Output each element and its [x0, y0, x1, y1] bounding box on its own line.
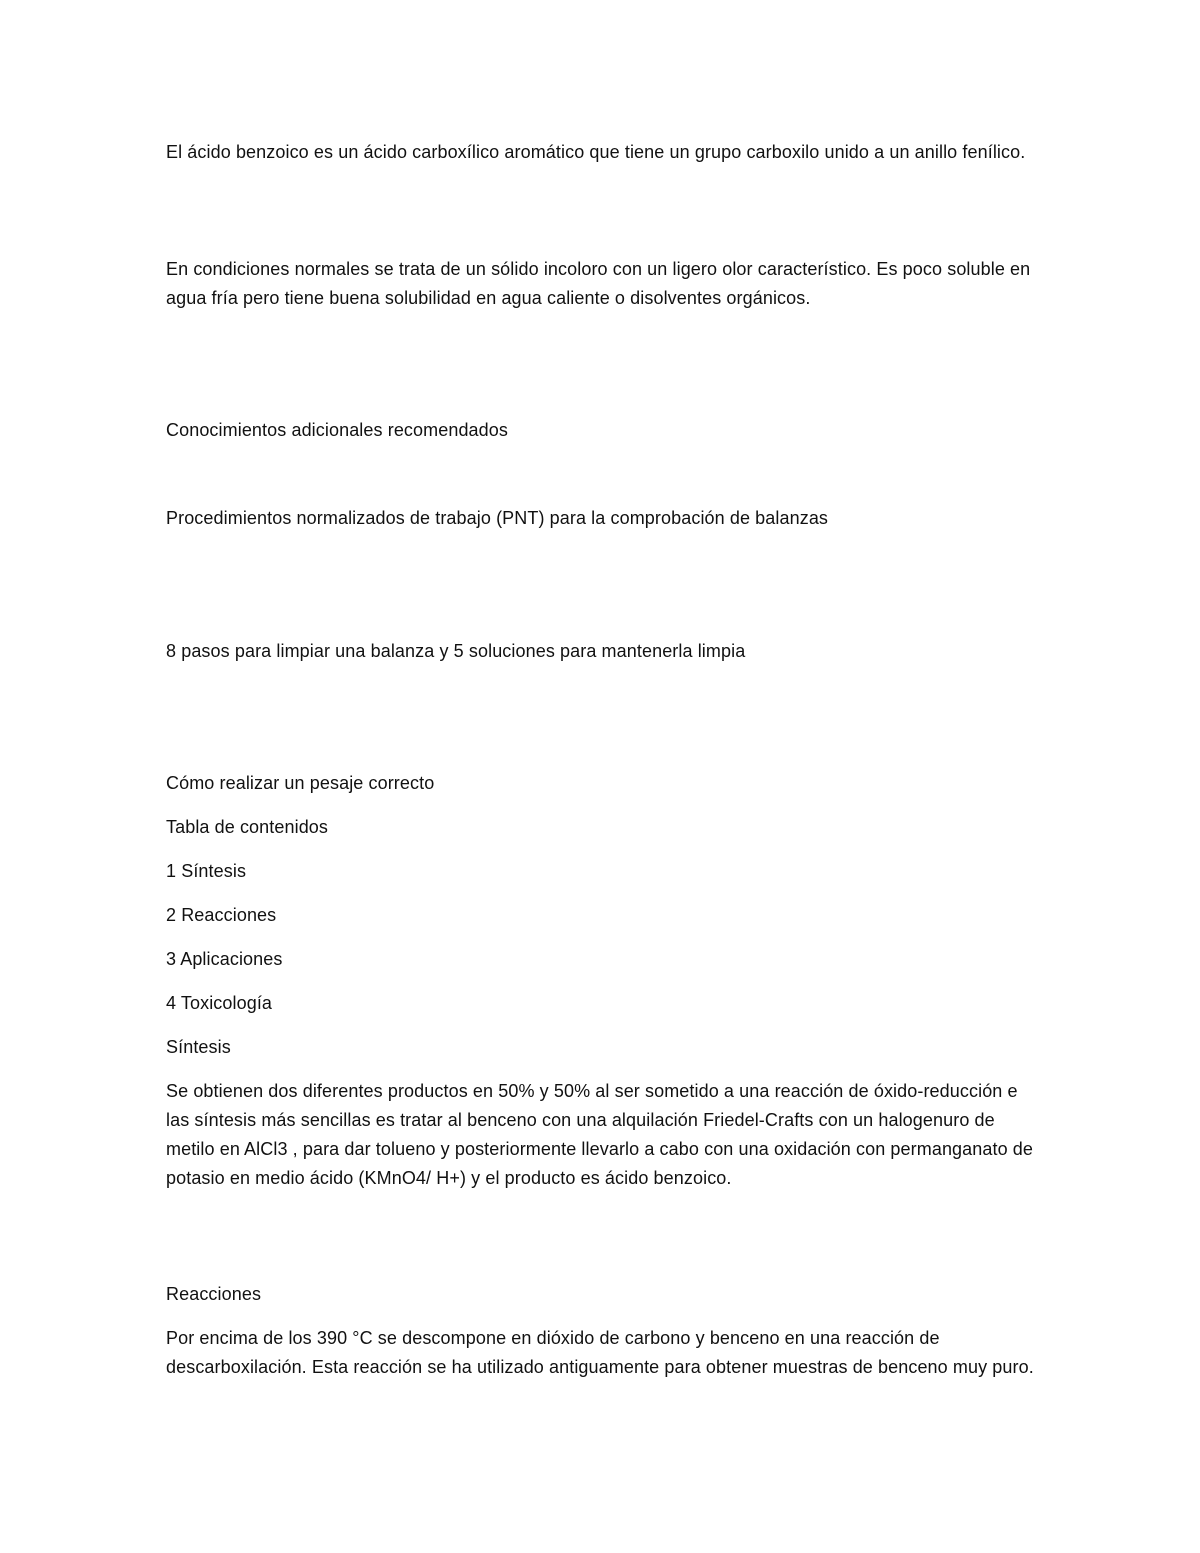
toc-item-reactions[interactable]: 2 Reacciones [166, 905, 277, 925]
toc-title: Tabla de contenidos [166, 817, 329, 837]
synthesis-paragraph: Se obtienen dos diferentes productos en 50% y 50% al ser sometido a una reacción de óxido-reducción e las síntesis más sencillas es tratar al benceno con una alquilación Friedel-Crafts con un halogenuro de metilo en AlCl3 , para dar tolueno y posteriormente llevarlo a cabo con una oxidación con permanganato de potasio en medio ácido (KMnO4/ H+) y el producto es ácido benzoico. [166, 1081, 1034, 1188]
toc-item-synthesis[interactable]: 1 Síntesis [166, 861, 247, 881]
synthesis-heading: Síntesis [166, 1037, 231, 1057]
pnt-link[interactable]: Procedimientos normalizados de trabajo (PNT) para la comprobación de balanzas [166, 508, 829, 528]
reactions-paragraph: Por encima de los 390 °C se descompone en dióxido de carbono y benceno en una reacción de descarboxilación. Esta reacción se ha utilizado antiguamente para obtener muestras de benceno muy puro. [166, 1328, 1034, 1377]
toc-item-applications[interactable]: 3 Aplicaciones [166, 949, 283, 969]
clean-balance-link[interactable]: 8 pasos para limpiar una balanza y 5 soluciones para mantenerla limpia [166, 641, 746, 661]
correct-weighing-link[interactable]: Cómo realizar un pesaje correcto [166, 773, 435, 793]
additional-knowledge-link[interactable]: Conocimientos adicionales recomendados [166, 420, 508, 440]
toc-item-toxicology[interactable]: 4 Toxicología [166, 993, 273, 1013]
properties-paragraph: En condiciones normales se trata de un sólido incoloro con un ligero olor característico. Es poco soluble en agua fría pero tiene buena solubilidad en agua caliente o disolventes orgánicos. [166, 259, 1031, 308]
reactions-heading: Reacciones [166, 1284, 262, 1304]
intro-paragraph: El ácido benzoico es un ácido carboxílico aromático que tiene un grupo carboxilo unido a un anillo fenílico. [166, 142, 1026, 162]
